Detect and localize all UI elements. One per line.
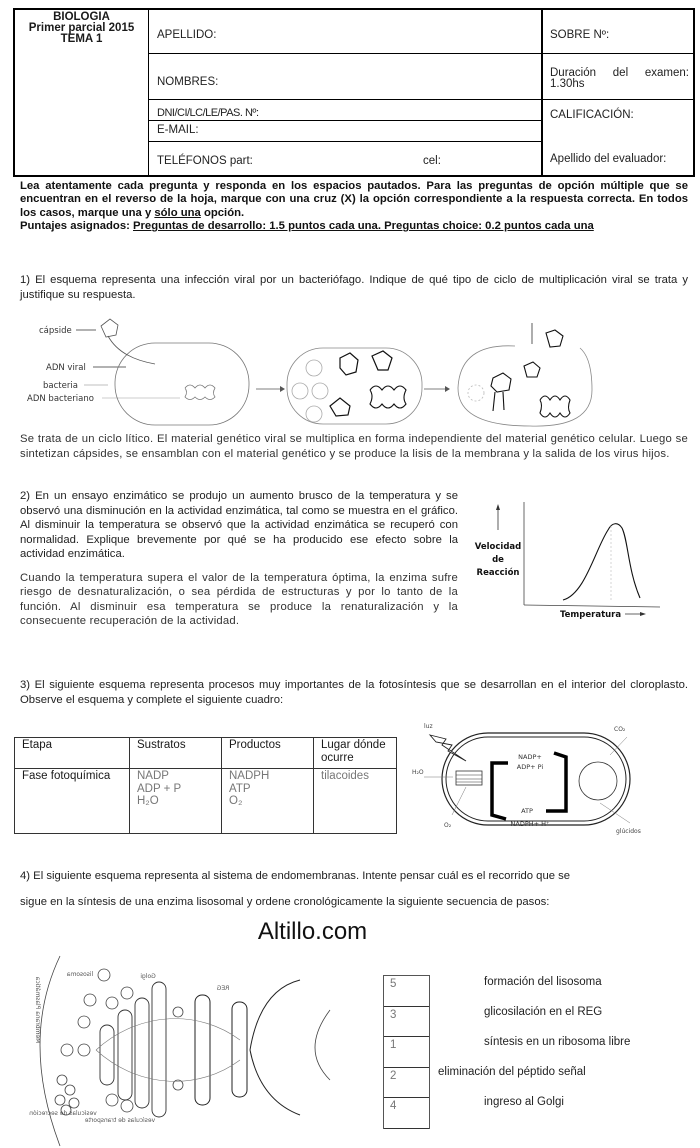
phage-capsid-icon — [330, 398, 350, 416]
endomembrane-diagram — [0, 950, 370, 1148]
enzyme-activity-graph — [460, 490, 700, 630]
bacterium-cell-1 — [115, 343, 249, 425]
reg-label: REG — [216, 985, 230, 992]
step-number-input[interactable]: 3 — [384, 1007, 429, 1038]
scores-value: Preguntas de desarrollo: 1.5 puntos cada una. Preguntas choice: 0.2 puntos cada una — [133, 220, 594, 233]
dni-label: DNI/CI/LC/LE/PAS. Nº: — [157, 107, 259, 119]
golgi-apparatus — [100, 982, 166, 1117]
step-label: síntesis en un ribosoma libre — [484, 1036, 631, 1048]
instructions-text: Lea atentamente cada pregunta y responda en los espacios pautados. Para las preguntas de opción múltiple que se encuentran en el reverso de la hoja, marque con una cruz (X) la opción correspondiente a la respuesta correcta. En todos los casos, marque una y — [20, 180, 688, 219]
evaluador-field[interactable] — [543, 140, 693, 177]
question-4-line2: sigue en la síntesis de una enzima lisosomal y ordene cronológicamente la siguiente secuencia de pasos: — [20, 896, 550, 908]
nadph-label: NADPH+ H⁺ — [510, 820, 550, 828]
phage-capsid-icon — [491, 373, 511, 392]
question-1: 1) El esquema representa una infección viral por un bacteriófago. Indique de qué tipo de ciclo de multiplicación viral se trata y justifique su respuesta. — [20, 274, 688, 301]
answer-1: Se trata de un ciclo lítico. El material genético viral se multiplica en forma independiente del material genético celular. Luego se sintetizan cápsides, se ensamblan con el material genético y se produce la lisis de la membrana y la salida de los virus hijos. — [20, 433, 688, 460]
cel-label: cel: — [423, 155, 441, 167]
cell-lugar[interactable]: tilacoides — [314, 769, 397, 834]
glucidos-label: glúcidos — [616, 828, 641, 835]
photosynthesis-table — [14, 737, 397, 834]
sobre-label: SOBRE Nº: — [550, 29, 610, 41]
nadp-label: NADP+ — [518, 753, 542, 761]
evaluador-label: Apellido del evaluador: — [550, 153, 667, 165]
lisosoma-label: lisosoma — [66, 971, 94, 978]
email-field[interactable] — [149, 121, 541, 142]
step-number-input[interactable]: 2 — [384, 1068, 429, 1099]
bacterial-dna-icon — [370, 386, 406, 408]
bacteriophage-diagram — [0, 318, 700, 428]
bacterial-dna-icon — [540, 396, 570, 417]
instructions — [20, 180, 688, 234]
sobre-field[interactable] — [543, 10, 693, 54]
header-lugar: Lugar dónde ocurre — [314, 738, 397, 769]
step-label: eliminación del péptido señal — [438, 1066, 586, 1078]
phage-capsid-icon — [340, 353, 358, 375]
h2o-label: H₂O — [412, 769, 424, 776]
nombres-field[interactable] — [149, 54, 541, 100]
subject-title: BIOLOGIA — [53, 11, 110, 23]
y-axis-label-line1: Velocidad — [474, 542, 522, 552]
email-label: E-MAIL: — [157, 124, 199, 136]
phage-capsid-icon — [372, 351, 392, 370]
duracion-cell — [543, 54, 693, 100]
vesiculas-secrecion-label: vesículas de secreción — [29, 1110, 97, 1117]
x-axis-label: Temperatura — [560, 610, 622, 620]
bacteria-label: bacteria — [43, 381, 78, 391]
producto-item: ATP — [229, 782, 251, 795]
vesiculas-transporte-label: vesículas de transporte — [84, 1117, 156, 1124]
atp-label: ATP — [521, 807, 533, 815]
sustrato-item: ADP + P — [137, 782, 182, 795]
question-2: 2) En un ensayo enzimático se produjo un aumento brusco de la temperatura y se observó una disminución en la actividad enzimática, tal como se muestra en el gráfico. Al disminuir la temperatura se observó que la actividad enzimática se recuperó con normalidad. Explique brevemente por qué se ha producido ese efecto sobre la actividad enzimática. — [20, 490, 458, 561]
header-sustratos: Sustratos — [130, 738, 222, 769]
nucleus — [315, 1010, 330, 1080]
sequence-box — [383, 975, 430, 1129]
producto-item: O₂ — [229, 795, 243, 807]
step-number-input[interactable]: 4 — [384, 1098, 429, 1129]
telefonos-field[interactable] — [149, 142, 541, 177]
step-label: glicosilación en el REG — [484, 1006, 603, 1018]
student-info-column — [149, 10, 541, 175]
phage-capsid-icon — [524, 362, 540, 377]
bacterial-dna-icon — [185, 385, 215, 400]
thylakoid-stack — [456, 771, 482, 785]
watermark: Altillo.com — [257, 918, 368, 945]
phage-capsid-icon — [101, 319, 118, 337]
sustrato-item: NADP — [137, 770, 169, 782]
phage-capsid-icon — [546, 330, 563, 347]
table-header-row — [15, 738, 397, 769]
plasma-membrane — [40, 956, 60, 1146]
exam-title-cell — [15, 10, 149, 175]
cycle-arrow-left — [492, 763, 508, 819]
viral-dna-strand — [108, 336, 155, 364]
telefonos-label: TELÉFONOS part: — [157, 155, 253, 167]
cell-productos[interactable] — [222, 769, 314, 834]
dni-field[interactable] — [149, 100, 541, 121]
duracion-label: Duración del examen: 1.30hs — [550, 67, 689, 90]
table-row — [15, 769, 397, 834]
luz-label: luz — [424, 723, 433, 730]
instructions-end: opción. — [200, 206, 245, 219]
calificacion-field[interactable] — [543, 100, 693, 140]
x-axis — [524, 605, 660, 607]
sustrato-item: H₂O — [137, 795, 159, 807]
cycle-arrow-right — [546, 753, 566, 811]
header-etapa: Etapa — [15, 738, 130, 769]
exam-admin-column — [541, 10, 693, 175]
cell-etapa: Fase fotoquímica — [15, 769, 130, 834]
cell-sustratos[interactable] — [130, 769, 222, 834]
adp-label: ADP+ Pi — [516, 763, 544, 771]
exam-header-table — [13, 8, 695, 177]
adn-bacteriano-label: ADN bacteriano — [27, 394, 94, 404]
calvin-cycle — [579, 762, 617, 800]
step-label: ingreso al Golgi — [484, 1096, 564, 1108]
tema-label: TEMA 1 — [60, 33, 103, 45]
rough-er — [195, 980, 300, 1115]
vesicles — [55, 969, 183, 1115]
co2-label: CO₂ — [614, 726, 626, 733]
exam-name: Primer parcial 2015 — [28, 22, 135, 34]
step-number-input[interactable]: 5 — [384, 976, 429, 1007]
question-3: 3) El siguiente esquema representa procesos muy importantes de la fotosíntesis que se desarrollan en el interior del cloroplasto. Observe el esquema y complete el siguiente cuadro: — [20, 679, 688, 706]
answer-2: Cuando la temperatura supera el valor de la temperatura óptima, la enzima sufre riesgo de desnaturalización, o sea pérdida de estructuras y por lo tanto de la función. Al disminuir esa temperatura se produce la renaturalización y la consecuente recuperación de la actividad. — [20, 572, 458, 628]
producto-item: NADPH — [229, 770, 270, 782]
bacterium-cell-3 — [458, 346, 592, 426]
instructions-emphasis: sólo una — [154, 206, 201, 219]
calificacion-label: CALIFICACIÓN: — [550, 109, 634, 121]
chloroplast-diagram — [400, 715, 700, 845]
nombres-label: NOMBRES: — [157, 76, 219, 88]
y-axis-label-line3: Reacción — [476, 568, 520, 578]
apellido-label: APELLIDO: — [157, 29, 217, 41]
step-label: formación del lisosoma — [484, 976, 602, 988]
arrow-1-head — [280, 386, 285, 392]
adn-viral-label: ADN viral — [46, 363, 86, 373]
membrana-label: Membrana Plasmática — [34, 976, 41, 1044]
o2-label: O₂ — [444, 822, 452, 829]
arrow-2-head — [445, 386, 450, 392]
apellido-field[interactable] — [149, 10, 541, 54]
activity-curve — [563, 524, 640, 600]
question-4-line1: 4) El siguiente esquema representa al sistema de endomembranas. Intente pensar cuál es el recorrido que se — [20, 870, 571, 882]
y-axis-label-line2: de — [492, 555, 504, 565]
capside-label: cápside — [39, 326, 72, 336]
step-number-input[interactable]: 1 — [384, 1037, 429, 1068]
scores-label: Puntajes asignados: — [20, 220, 133, 233]
header-productos: Productos — [222, 738, 314, 769]
golgi-label: Golgi — [140, 973, 156, 980]
